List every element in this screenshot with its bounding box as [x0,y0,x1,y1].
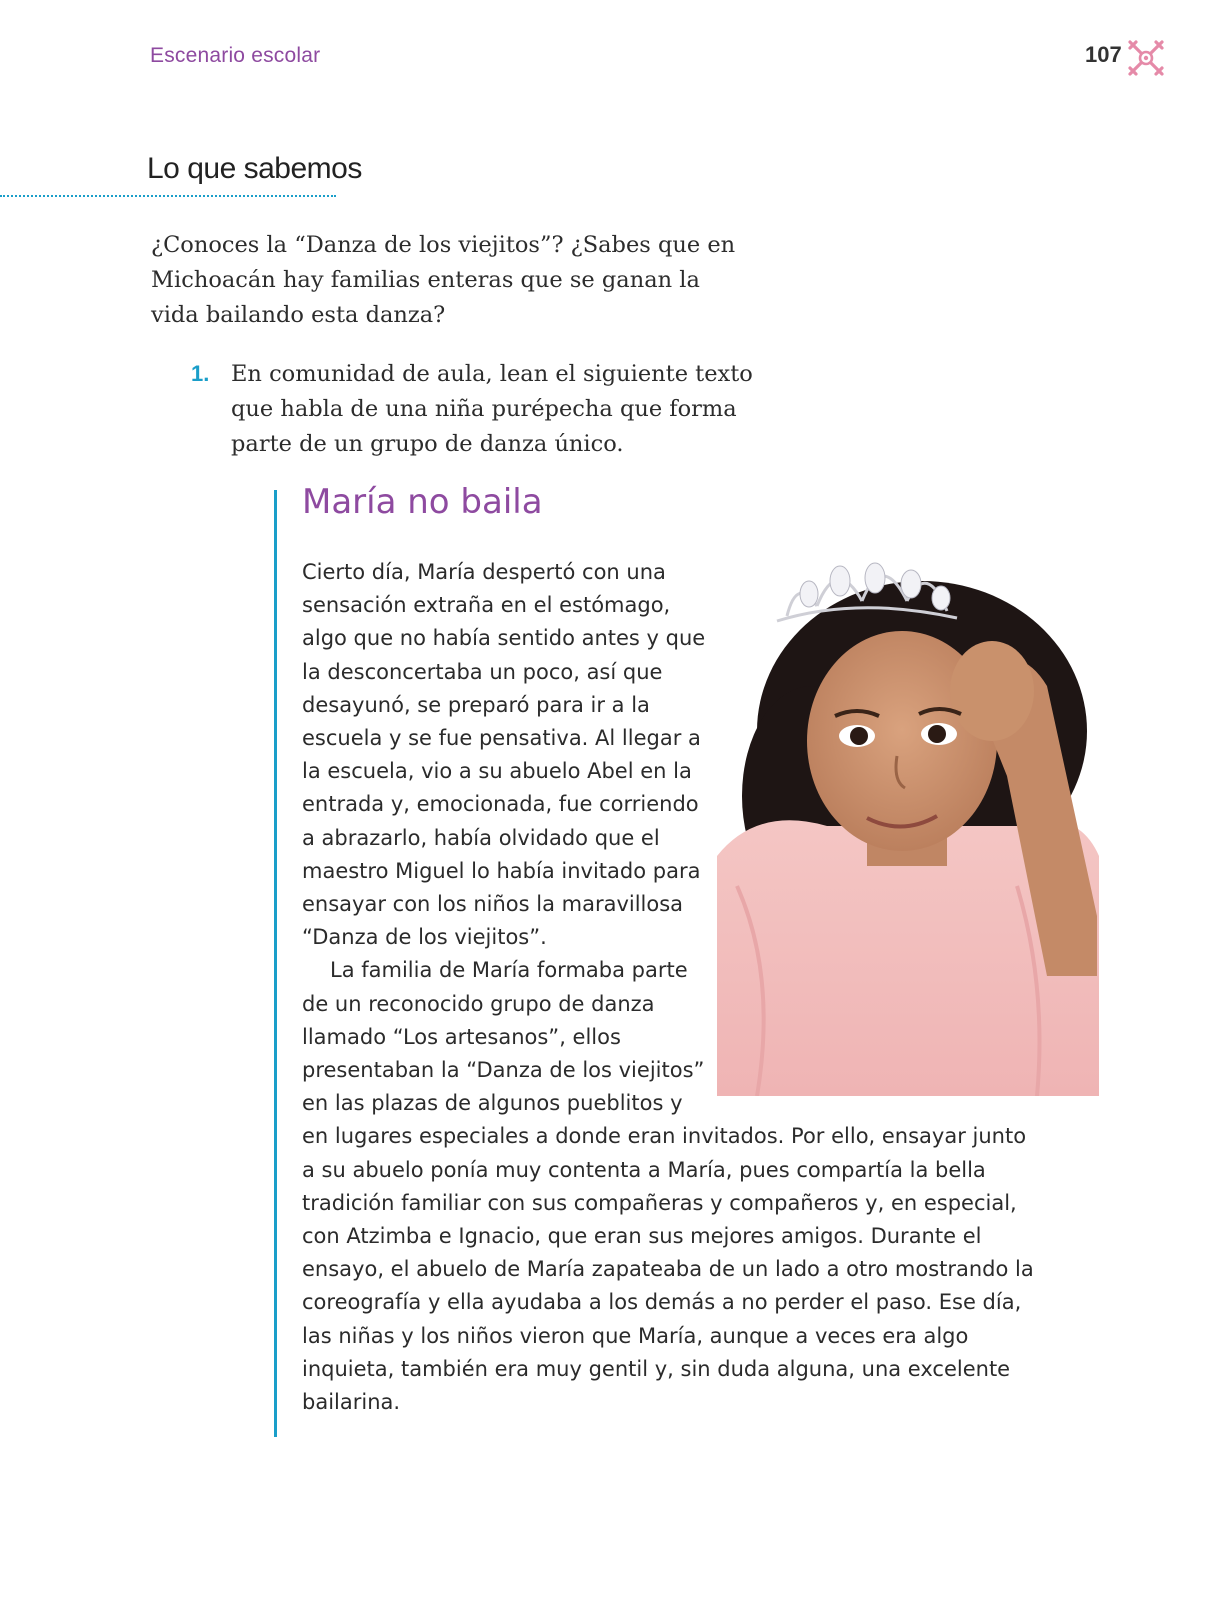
story-body [302,556,1037,1419]
cross-flower-icon [1126,38,1166,78]
story-accent-bar [274,490,277,1437]
section-title: Lo que sabemos [147,152,362,185]
intro-question: ¿Conoces la “Danza de los viejitos”? ¿Sabes que en Michoacán hay familias enteras que se ganan la vida bailando esta danza? [151,232,736,328]
story-title: María no baila [302,482,543,522]
section-label: Escenario escolar [150,44,321,67]
activity-number: 1. [191,361,210,386]
activity-instruction: En comunidad de aula, lean el siguiente texto que habla de una niña purépecha que forma parte de un grupo de danza único. [231,361,753,457]
story-paragraph: Cierto día, María despertó con una sensación extraña en el estómago, algo que no había sentido antes y que la desconcertaba un poco, así que desayunó, se preparó para ir a la escuela y se fue pensativa. Al llegar a la escuela, vio a su abuelo Abel en la entrada y, emocionada, fue corriendo a abrazarlo, había olvidado que el maestro Miguel lo había invitado para ensayar con los niños la maravillosa “Danza de los viejitos”. [302,560,706,950]
girl-with-tiara-photo [717,556,1099,1096]
page-number: 107 [1085,42,1122,67]
section-divider [0,195,336,197]
story-paragraph: La familia de María formaba parte de un reconocido grupo de danza llamado “Los artesanos”, ellos presentaban la “Danza de los viejitos” en las plazas de algunos pueblitos y en lugares especiales a donde eran invitados. Por ello, ensayar junto a su abuelo ponía muy contenta a María, pues compartía la bella tradición familiar con sus compañeras y compañeros y, en especial, con Atzimba e Ignacio, que eran sus mejores amigos. Durante el ensayo, el abuelo de María zapateaba de un lado a otro mostrando la coreografía y ella ayudaba a los demás a no perder el paso. Ese día, las niñas y los niños vieron que María, aunque a veces era algo inquieta, también era muy gentil y, sin duda alguna, una excelente bailarina. [302,958,1034,1415]
